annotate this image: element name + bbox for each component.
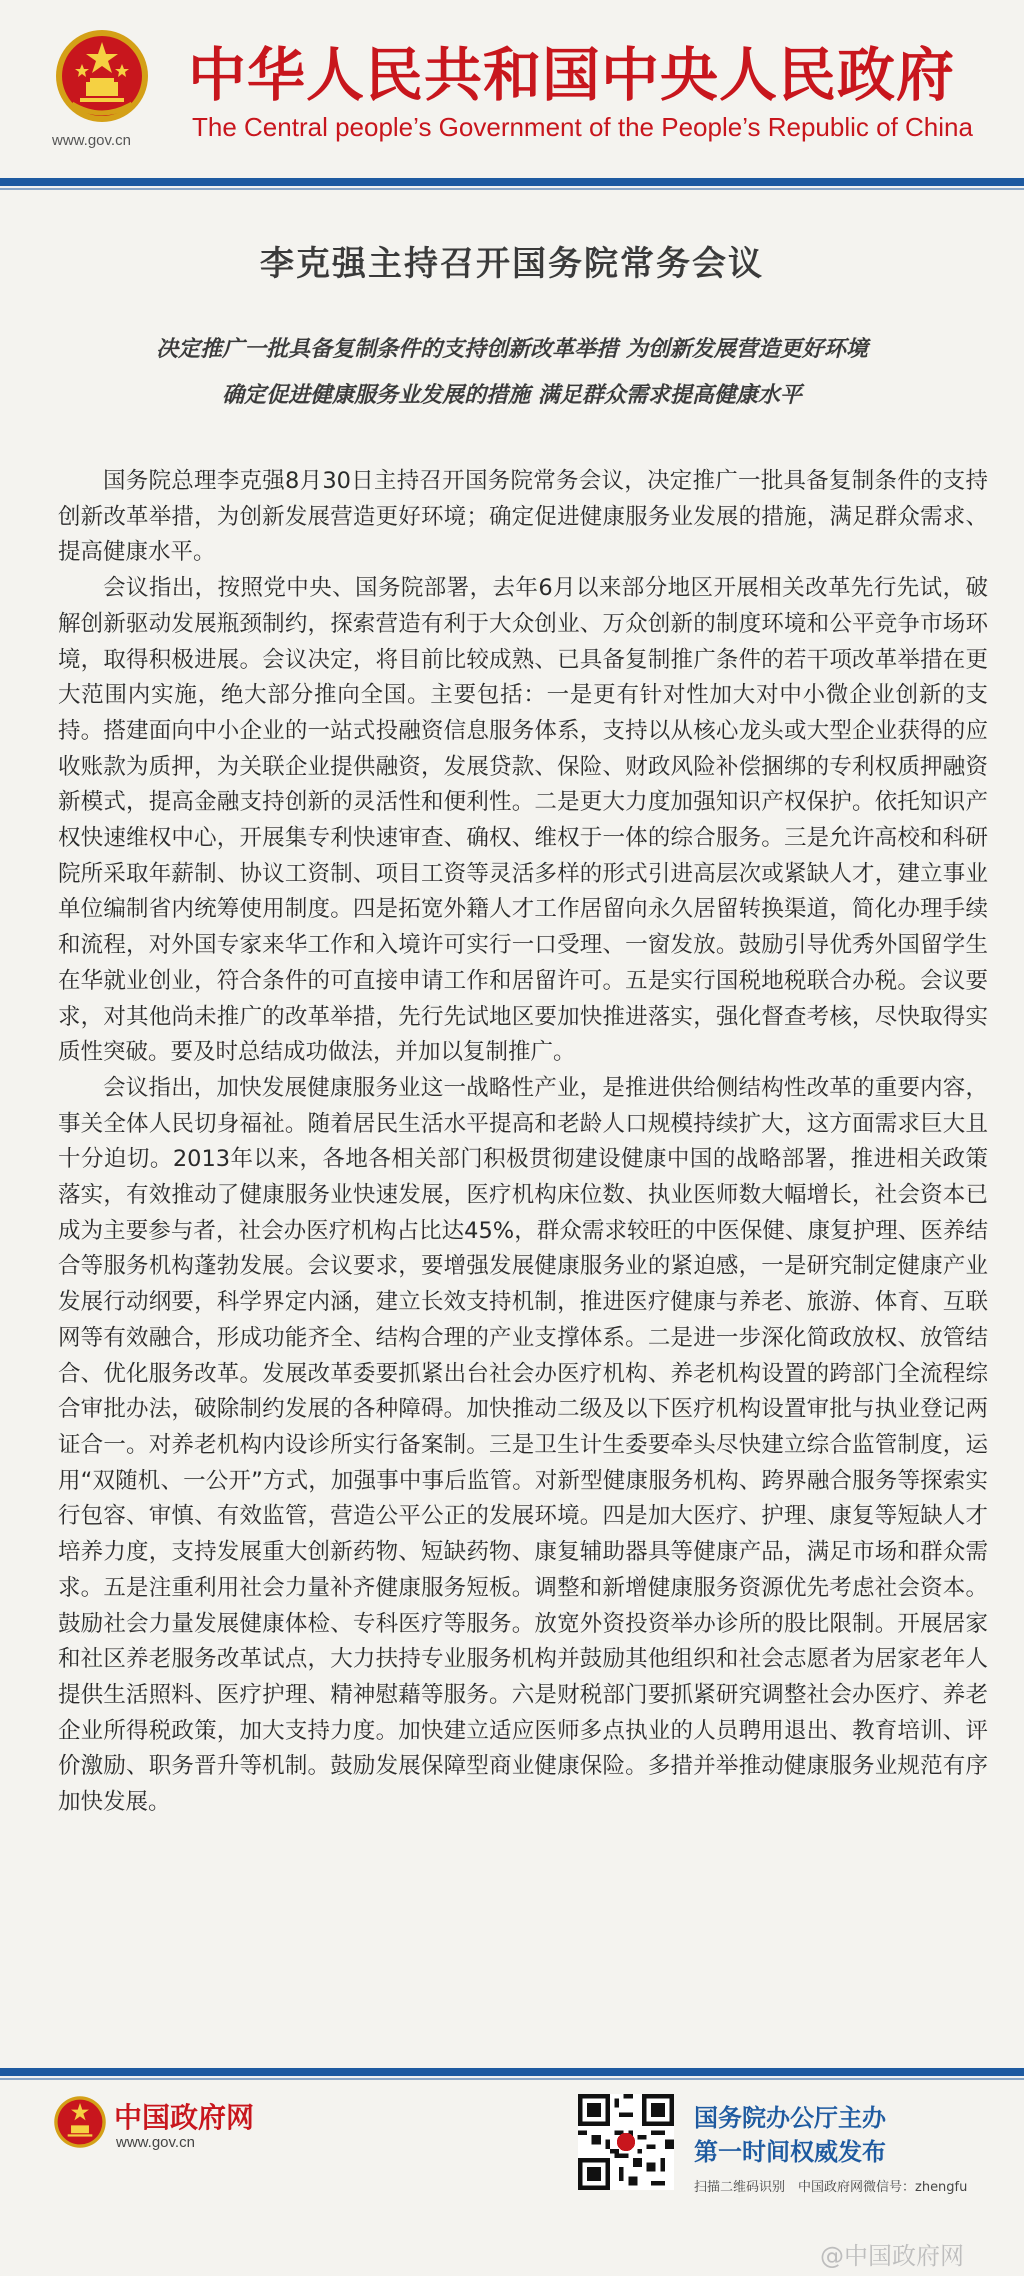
article-subtitle-2: 确定促进健康服务业发展的措施 满足群众需求提高健康水平	[222, 383, 802, 408]
page-footer	[0, 2080, 1024, 2276]
footer-site-name: 中国政府网	[114, 2101, 255, 2134]
qr-code-icon	[578, 2094, 674, 2190]
article-body	[58, 464, 988, 1821]
article-paragraph: 会议指出，按照党中央、国务院部署，去年6月以来部分地区开展相关改革先行先试，破解创新驱动发展瓶颈制约，探索营造有利于大众创业、万众创新的制度环境和公平竞争市场环境，取得积极进展。会议决定，将目前比较成熟、已具备复制推广条件的若干项改革举措在更大范围内实施，绝大部分推向全国。主要包括：一是更有针对性加大对中小微企业创新的支持。搭建面向中小企业的一站式投融资信息服务体系，支持以从核心龙头或大型企业获得的应收账款为质押，为关联企业提供融资，发展贷款、保险、财政风险补偿捆绑的专利权质押融资新模式，提高金融支持创新的灵活性和便利性。二是更大力度加强知识产权保护。依托知识产权快速维权中心，开展集专利快速审查、确权、维权于一体的综合服务。三是允许高校和科研院所采取年薪制、协议工资制、项目工资等灵活多样的形式引进高层次或紧缺人才，建立事业单位编制省内统筹使用制度。四是拓宽外籍人才工作居留向永久居留转换渠道，简化办理手续和流程，对外国专家来华工作和入境许可实行一口受理、一窗发放。鼓励引导优秀外国留学生在华就业创业，符合条件的可直接申请工作和居留许可。五是实行国税地税联合办税。会议要求，对其他尚未推广的改革举措，先行先试地区要加快推进落实，强化督查考核，尽快取得实质性突破。要及时总结成功做法，并加以复制推广。	[58, 575, 988, 1066]
footer-slogan-1: 国务院办公厅主办	[694, 2104, 886, 2132]
site-title-cn: 中华人民共和国中央人民政府	[188, 41, 956, 109]
footer-slogan-2: 第一时间权威发布	[694, 2138, 886, 2166]
footer-qr-hint: 扫描二维码识别 中国政府网微信号：zhengfu	[694, 2180, 968, 2195]
page-header	[0, 0, 1024, 188]
article-paragraph: 国务院总理李克强8月30日主持召开国务院常务会议，决定推广一批具备复制条件的支持创新改革举措，为创新发展营造更好环境；确定促进健康服务业发展的措施，满足群众需求、提高健康水平。	[58, 468, 988, 566]
article-title: 李克强主持召开国务院常务会议	[260, 244, 764, 284]
national-emblem-icon	[52, 26, 152, 126]
footer-divider	[0, 2068, 1024, 2076]
site-url[interactable]: www.gov.cn	[52, 132, 131, 149]
header-divider-thin	[0, 188, 1024, 190]
header-divider	[0, 178, 1024, 186]
article-subtitle-1: 决定推广一批具备复制条件的支持创新改革举措 为创新发展营造更好环境	[156, 337, 868, 362]
weibo-watermark: @中国政府网	[820, 2242, 964, 2270]
footer-site-url[interactable]: www.gov.cn	[116, 2134, 195, 2151]
site-title-en: The Central people’s Government of the People’s Republic of China	[192, 112, 973, 142]
national-emblem-icon	[52, 2094, 108, 2150]
article-paragraph: 会议指出，加快发展健康服务业这一战略性产业，是推进供给侧结构性改革的重要内容，事关全体人民切身福祉。随着居民生活水平提高和老龄人口规模持续扩大，这方面需求巨大且十分迫切。2013年以来，各地各相关部门积极贯彻建设健康中国的战略部署，推进相关政策落实，有效推动了健康服务业快速发展，医疗机构床位数、执业医师数大幅增长，社会资本已成为主要参与者，社会办医疗机构占比达45%，群众需求较旺的中医保健、康复护理、医养结合等服务机构蓬勃发展。会议要求，要增强发展健康服务业的紧迫感，一是研究制定健康产业发展行动纲要，科学界定内涵，建立长效支持机制，推进医疗健康与养老、旅游、体育、互联网等有效融合，形成功能齐全、结构合理的产业支撑体系。二是进一步深化简政放权、放管结合、优化服务改革。发展改革委要抓紧出台社会办医疗机构、养老机构设置的跨部门全流程综合审批办法，破除制约发展的各种障碍。加快推动二级及以下医疗机构设置审批与执业登记两证合一。对养老机构内设诊所实行备案制。三是卫生计生委要牵头尽快建立综合监管制度，运用“双随机、一公开”方式，加强事中事后监管。对新型健康服务机构、跨界融合服务等探索实行包容、审慎、有效监管，营造公平公正的发展环境。四是加大医疗、护理、康复等短缺人才培养力度，支持发展重大创新药物、短缺药物、康复辅助器具等健康产品，满足市场和群众需求。五是注重利用社会力量补齐健康服务短板。调整和新增健康服务资源优先考虑社会资本。鼓励社会力量发展健康体检、专科医疗等服务。放宽外资投资举办诊所的股比限制。开展居家和社区养老服务改革试点，大力扶持专业服务机构并鼓励其他组织和社会志愿者为居家老年人提供生活照料、医疗护理、精神慰藉等服务。六是财税部门要抓紧研究调整社会办医疗、养老企业所得税政策，加大支持力度。加快建立适应医师多点执业的人员聘用退出、教育培训、评价激励、职务晋升等机制。鼓励发展保障型商业健康保险。多措并举推动健康服务业规范有序加快发展。	[58, 1074, 988, 1816]
